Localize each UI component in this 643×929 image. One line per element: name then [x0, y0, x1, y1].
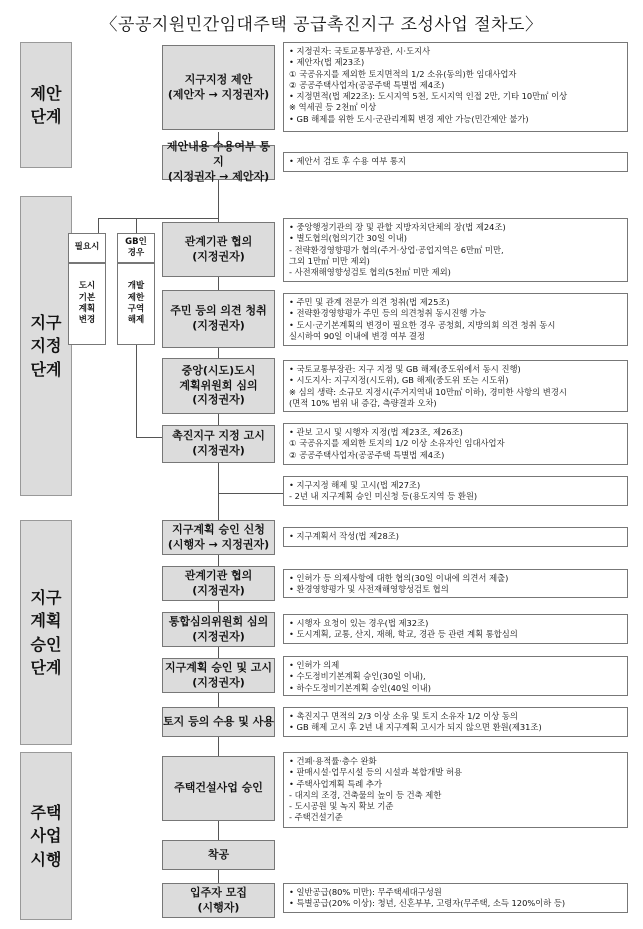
step-label: 지구계획 승인 및 고시 (지정권자)	[164, 660, 273, 689]
note-line: • 건폐·용적률·층수 완화	[289, 756, 377, 766]
note-line: - 사전재해영향성검토 협의(5천㎡ 미만 제외)	[289, 267, 451, 278]
note-housing-approval	[283, 752, 628, 828]
step-label: 착공	[207, 847, 230, 861]
step-label: 촉진지구 지정 고시 (지정권자)	[172, 429, 265, 457]
note-line: • 수도정비기본계획 승인(30일 이내),	[289, 671, 426, 682]
stage-designation	[20, 196, 72, 496]
step-zone-proposal	[162, 45, 275, 130]
step-resident-hearing	[162, 290, 275, 348]
note-line: • 환경영향평가 및 사전재해영향성검토 협의	[289, 584, 449, 595]
note-line: ② 공공주택사업자(공공주택 특별법 제4조)	[289, 79, 445, 90]
step-plan-approval-notice	[162, 658, 275, 693]
page-title: 〈공공지원민간임대주택 공급촉진지구 조성사업 절차도〉	[100, 15, 543, 35]
step-plan-approval-request	[162, 520, 275, 555]
note-line: • 시도지사: 지구지정(시도위), GB 해제(중도위 또는 시도위)	[289, 375, 509, 386]
note-line: • 지정권자: 국토교통부장관, 시·도지사	[289, 46, 431, 56]
step-label: 통합심의위원회 심의 (지정권자)	[168, 614, 269, 643]
side-gb-header: GB인 경우	[117, 233, 155, 263]
note-line: - 전략환경영향평가 협의(주거·상업·공업지역은 6만㎡ 미만,	[289, 244, 504, 255]
note-planning-committee	[283, 360, 628, 412]
note-tenant-recruitment	[283, 883, 628, 913]
note-line: • 주택사업계획 특례 추가	[289, 778, 382, 789]
step-label: 중앙(시도)도시 계획위원회 심의 (지정권자)	[179, 363, 258, 407]
step-tenant-recruitment	[162, 883, 275, 918]
note-line: • 도시계획, 교통, 산지, 재해, 학교, 경관 등 관련 계획 통합심의	[289, 629, 518, 640]
note-line: • 지정면적(법 제22조): 도시지역 5천, 도시지역 인접 2만, 기타 10만㎡ 이상	[289, 91, 568, 102]
note-land-expropriation	[283, 707, 628, 737]
note-line: • 국토교통부장관: 지구 지정 및 GB 해제(중도위에서 동시 진행)	[289, 364, 521, 374]
step-label: 토지 등의 수용 및 사용	[163, 714, 274, 728]
note-line: • 촉진지구 면적의 2/3 이상 소유 및 토지 소유자 1/2 이상 동의	[289, 711, 518, 721]
note-resident-hearing	[283, 293, 628, 346]
note-line: • 전략환경영향평가 주민 등의 의견청취 동시진행 가능	[289, 308, 487, 319]
note-line: • 제안서 검토 후 수용 여부 통지	[289, 156, 406, 166]
note-line: ② 공공주택사업자(공공주택 특별법 제4조)	[289, 449, 445, 460]
note-plan-approval-request	[283, 527, 628, 547]
note-line: ① 국공유지를 제외한 토지의 1/2 이상 소유자인 임대사업자	[289, 438, 505, 449]
note-line: - 주택건설기준	[289, 812, 343, 823]
step-planning-committee	[162, 358, 275, 414]
step-designation-notice	[162, 425, 275, 463]
note-line: ※ 역세권 등 2천㎡ 이상	[289, 102, 377, 113]
step-land-expropriation	[162, 707, 275, 737]
branch-line	[98, 218, 218, 219]
step-housing-approval	[162, 756, 275, 821]
note-line: • GB 해제를 위한 도시·군관리계획 변경 제안 가능(민간제안 불가)	[289, 113, 529, 124]
note-line: • 지구계획서 작성(법 제28조)	[289, 531, 399, 541]
note-line: • 지구지정 해제 및 고시(법 제27조)	[289, 480, 421, 490]
step-label: 지구계획 승인 신청 (시행자 → 지정권자)	[167, 522, 270, 551]
note-line: - 대지의 조경, 건축물의 높이 등 건축 제한	[289, 789, 442, 800]
step-integrated-review	[162, 612, 275, 647]
step-label: 지구지정 제안 (제안자 → 지정권자)	[167, 72, 270, 101]
stage-proposal	[20, 42, 72, 168]
note-line: • 중앙행정기관의 장 및 관할 지방자치단체의 장(법 제24조)	[289, 222, 506, 232]
note-line: - 도시공원 및 녹지 확보 기준	[289, 801, 394, 812]
note-plan-approval-notice	[283, 656, 628, 696]
note-line: • 판매시설·업무시설 등의 시설과 복합개발 허용	[289, 767, 463, 778]
note-line: • 주민 및 관계 전문가 의견 청취(법 제25조)	[289, 297, 450, 307]
note-line: • 인허가 등 의제사항에 대한 협의(30일 이내에 의견서 제출)	[289, 573, 509, 583]
note-integrated-review	[283, 614, 628, 644]
note-line: 실시하여 90일 이내에 변경 여부 결정	[289, 330, 425, 341]
note-line: • 일반공급(80% 미만): 무주택세대구성원	[289, 887, 442, 897]
note-line: • 제안자(법 제23조)	[289, 57, 365, 68]
note-line: • 인허가 의제	[289, 660, 340, 670]
side-needed-body: 도시 기본 계획 변경	[68, 263, 106, 345]
note-proposal-notification	[283, 152, 628, 172]
side-gb-body: 개발 제한 구역 해제	[117, 263, 155, 345]
step-label: 관계기관 협의 (지정권자)	[184, 568, 253, 597]
step-label: 주택건설사업 승인	[174, 781, 263, 795]
note-line: ① 국공유지를 제외한 토지면적의 1/2 소유(동의)한 임대사업자	[289, 68, 517, 79]
stage-housing	[20, 752, 72, 920]
note-line: • 별도협의(협의기간 30일 이내)	[289, 233, 408, 244]
note-designation-release	[283, 476, 628, 506]
note-plan-agency-consultation	[283, 569, 628, 598]
note-line: (면적 10% 범위 내 증감, 측량결과 오차)	[289, 397, 437, 408]
note-line: - 2년 내 지구계획 승인 미신청 등(용도지역 등 환원)	[289, 491, 478, 502]
release-link-line	[218, 493, 283, 494]
note-line: • 시행자 요청이 있는 경우(법 제32조)	[289, 618, 429, 628]
stage-housing-label: 주택 사업 시행	[30, 803, 62, 869]
step-proposal-notification	[162, 140, 275, 183]
note-line: • 관보 고시 및 시행자 지정(법 제23조, 제26조)	[289, 427, 463, 437]
note-line: • 도시·군기본계획의 변경이 필요한 경우 공청회, 지방의회 의견 청취 동시	[289, 319, 556, 330]
note-line: 그외 1만㎡ 미만 제외)	[289, 255, 370, 266]
step-label: 입주자 모집 (시행자)	[190, 885, 247, 914]
branch-return-line	[136, 345, 137, 437]
step-agency-consultation	[162, 222, 275, 277]
note-line: • 하수도정비기본계획 승인(40일 이내)	[289, 682, 432, 693]
step-construction-start	[162, 840, 275, 870]
note-line: • 특별공급(20% 이상): 청년, 신혼부부, 고령자(무주택, 소득 120%이하 등)	[289, 898, 566, 909]
stage-approval	[20, 520, 72, 745]
step-label: 관계기관 협의 (지정권자)	[184, 234, 253, 263]
stage-proposal-label: 제안 단계	[30, 83, 62, 126]
note-line: • GB 해제 고시 후 2년 내 지구계획 고시가 되지 않으면 환원(제31조)	[289, 722, 542, 733]
side-needed-header: 필요시	[68, 233, 106, 263]
note-designation-notice	[283, 423, 628, 465]
branch-line-gb	[136, 218, 137, 233]
note-line: ※ 심의 생략: 소규모 지정시(주거지역내 10만㎡ 이하), 경미한 사항의 변경시	[289, 386, 567, 397]
stage-approval-label: 지구 계획 승인 단계	[30, 588, 62, 677]
branch-line-needed	[98, 218, 99, 233]
stage-designation-label: 지구 지정 단계	[30, 313, 62, 379]
note-agency-consultation	[283, 218, 628, 282]
branch-return-arrow	[136, 437, 162, 438]
note-zone-proposal	[283, 42, 628, 132]
step-label: 제안내용 수용여부 통지 (지정권자 → 제안자)	[166, 140, 271, 183]
step-label: 주민 등의 의견 청취 (지정권자)	[170, 304, 267, 332]
step-plan-agency-consultation	[162, 566, 275, 601]
